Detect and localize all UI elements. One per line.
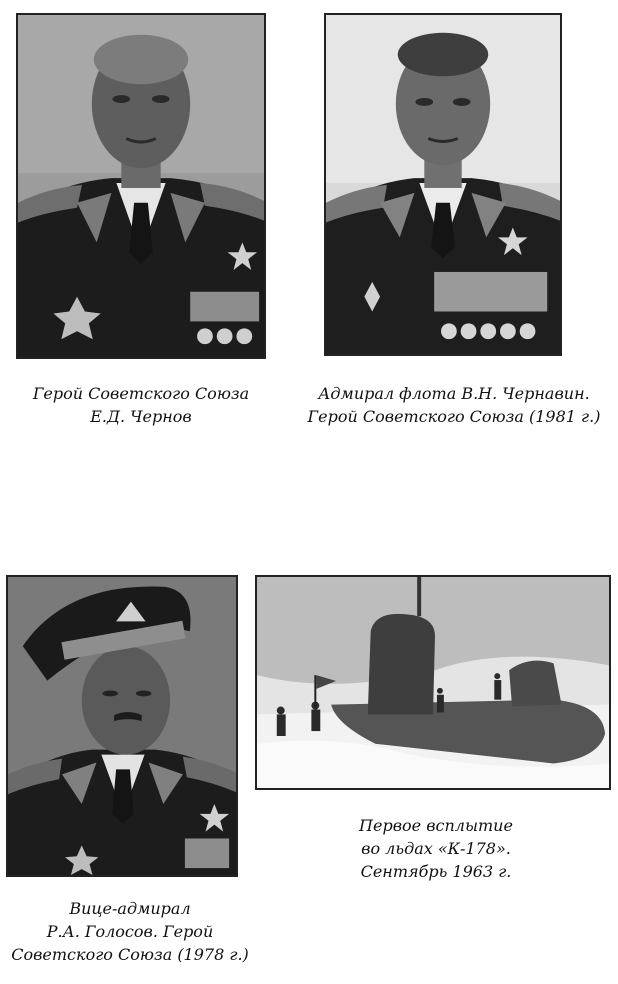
portrait-photo-chernavin [324,13,562,356]
caption-chernov-line-2: Е.Д. Чернов [90,407,192,426]
caption-golosov [0,897,260,966]
caption-chernavin-line-2: Герой Советского Союза (1981 г.) [307,407,601,426]
caption-golosov-line-1: Вице-адмирал [69,899,191,918]
caption-k178-line-1: Первое всплытие [359,816,513,835]
caption-chernavin-line-1: Адмирал флота В.Н. Чернавин. [318,384,590,403]
caption-chernavin [296,382,612,428]
portrait-photo-golosov [6,575,238,877]
submarine-photo-k178 [255,575,611,790]
caption-k178-line-2: во льдах «К-178». [361,839,511,858]
caption-chernov-line-1: Герой Советского Союза [32,384,250,403]
portrait-photo-chernov [16,13,266,359]
caption-golosov-line-3: Советского Союза (1978 г.) [11,945,249,964]
caption-k178-line-3: Сентябрь 1963 г. [360,862,512,881]
caption-k178 [290,814,582,883]
caption-chernov [16,382,266,428]
caption-golosov-line-2: Р.А. Голосов. Герой [46,922,214,941]
